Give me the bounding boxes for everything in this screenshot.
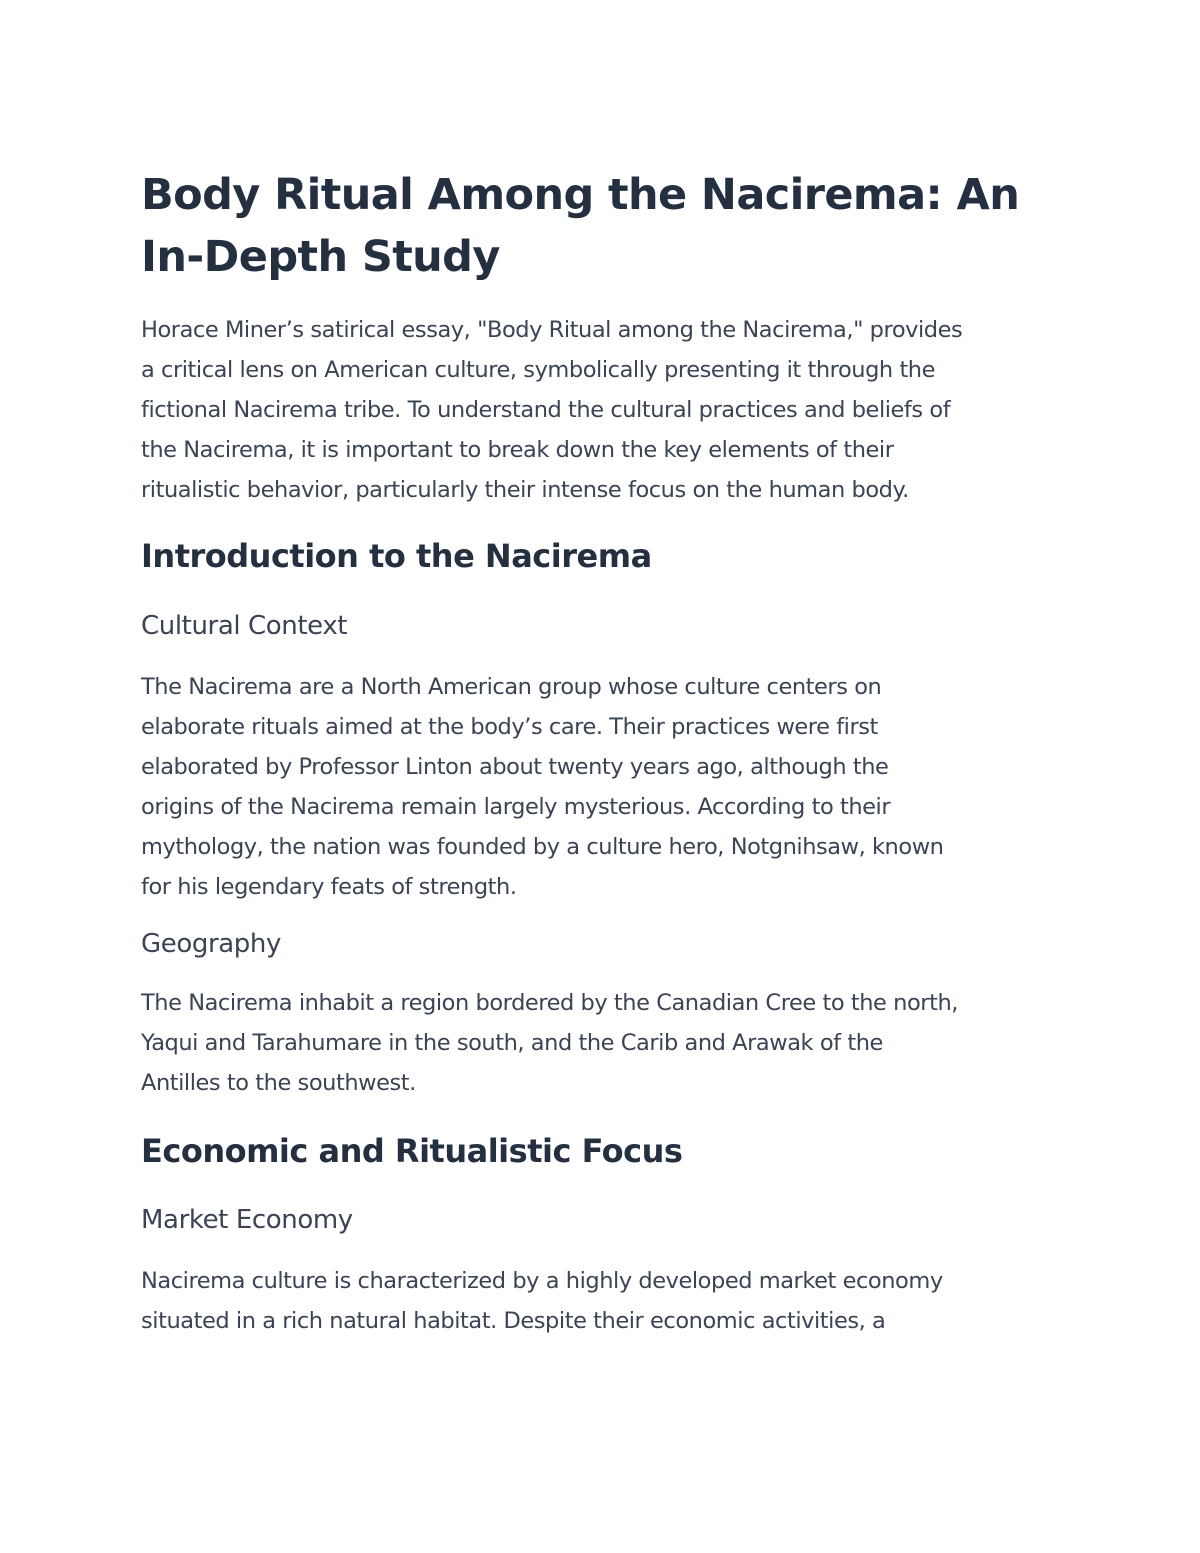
text-line: elaborated by Professor Linton about twenty years ago, although the xyxy=(141,754,889,780)
body-paragraph xyxy=(141,1261,1071,1341)
document-title xyxy=(141,164,1071,288)
intro-paragraph xyxy=(141,310,1071,510)
text-line: a critical lens on American culture, symbolically presenting it through the xyxy=(141,357,936,383)
text-line: Horace Miner’s satirical essay, "Body Ritual among the Nacirema," provides xyxy=(141,317,963,343)
text-line: origins of the Nacirema remain largely mysterious. According to their xyxy=(141,794,891,820)
text-line: situated in a rich natural habitat. Despite their economic activities, a xyxy=(141,1308,886,1334)
text-line: The Nacirema are a North American group whose culture centers on xyxy=(141,674,882,700)
text-line: The Nacirema inhabit a region bordered by the Canadian Cree to the north, xyxy=(141,990,958,1016)
text-line: mythology, the nation was founded by a culture hero, Notgnihsaw, known xyxy=(141,834,944,860)
section-heading: Introduction to the Nacirema xyxy=(141,537,652,575)
text-line: elaborate rituals aimed at the body’s care. Their practices were first xyxy=(141,714,878,740)
subsection-heading: Cultural Context xyxy=(141,611,348,641)
title-line: In-Depth Study xyxy=(141,232,500,282)
text-line: Nacirema culture is characterized by a highly developed market economy xyxy=(141,1268,943,1294)
text-line: for his legendary feats of strength. xyxy=(141,874,517,900)
subsection-heading: Geography xyxy=(141,929,281,959)
text-line: Yaqui and Tarahumare in the south, and the Carib and Arawak of the xyxy=(141,1030,883,1056)
text-line: Antilles to the southwest. xyxy=(141,1070,416,1096)
section-heading: Economic and Ritualistic Focus xyxy=(141,1132,683,1170)
title-line: Body Ritual Among the Nacirema: An xyxy=(141,170,1020,220)
text-line: the Nacirema, it is important to break down the key elements of their xyxy=(141,437,894,463)
body-paragraph xyxy=(141,667,1071,907)
body-paragraph xyxy=(141,983,1071,1103)
text-line: ritualistic behavior, particularly their intense focus on the human body. xyxy=(141,477,909,503)
subsection-heading: Market Economy xyxy=(141,1205,353,1235)
text-line: fictional Nacirema tribe. To understand the cultural practices and beliefs of xyxy=(141,397,951,423)
